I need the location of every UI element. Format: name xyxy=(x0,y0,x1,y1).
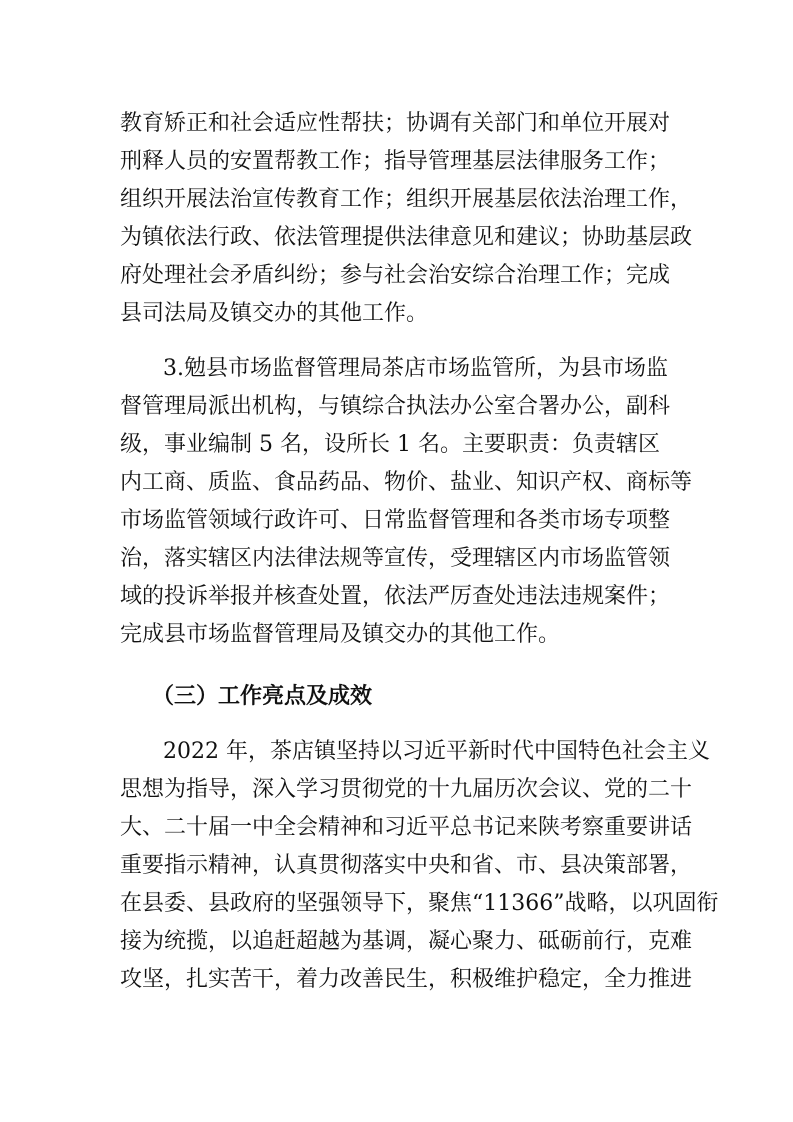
paragraph-start-line: 3.勉县市场监督管理局茶店市场监管所，为县市场监 xyxy=(163,356,668,381)
body-line: 大、二十届一中全会精神和习近平总书记来陕考察重要讲话 xyxy=(120,815,693,840)
body-line: 刑释人员的安置帮教工作；指导管理基层法律服务工作； xyxy=(120,149,671,174)
body-line: 市场监管领域行政许可、日常监督管理和各类市场专项整 xyxy=(120,508,671,533)
body-line: 县司法局及镇交办的其他工作。 xyxy=(120,301,429,326)
body-line: 攻坚，扎实苦干，着力改善民生，积极维护稳定，全力推进 xyxy=(120,967,693,992)
body-line: 教育矫正和社会适应性帮扶；协调有关部门和单位开展对 xyxy=(120,111,671,136)
body-line: 完成县市场监督管理局及镇交办的其他工作。 xyxy=(120,622,561,647)
body-line: 重要指示精神，认真贯彻落实中央和省、市、县决策部署， xyxy=(120,853,693,878)
body-line: 域的投诉举报并核查处置，依法严厉查处违法违规案件； xyxy=(120,584,671,609)
body-line: 督管理局派出机构，与镇综合执法办公室合署办公，副科 xyxy=(120,394,671,419)
body-line: 为镇依法行政、依法管理提供法律意见和建议；协助基层政 xyxy=(120,225,693,250)
body-line: 治，落实辖区内法律法规等宣传，受理辖区内市场监管领 xyxy=(120,546,671,571)
body-line: 组织开展法治宣传教育工作；组织开展基层依法治理工作， xyxy=(120,187,693,212)
section-heading: （三）工作亮点及成效 xyxy=(152,683,373,709)
body-line: 级，事业编制 5 名，设所长 1 名。主要职责：负责辖区 xyxy=(120,432,660,457)
body-line: 内工商、质监、食品药品、物价、盐业、知识产权、商标等 xyxy=(120,470,693,495)
body-line: 在县委、县政府的坚强领导下，聚焦“11366”战略，以巩固衔 xyxy=(120,891,719,916)
paragraph-start-line: 2022 年，茶店镇坚持以习近平新时代中国特色社会主义 xyxy=(163,739,710,764)
body-line: 接为统揽，以追赶超越为基调，凝心聚力、砥砺前行，克难 xyxy=(120,929,693,954)
body-line: 府处理社会矛盾纠纷；参与社会治安综合治理工作；完成 xyxy=(120,263,671,288)
body-line: 思想为指导，深入学习贯彻党的十九届历次会议、党的二十 xyxy=(120,777,693,802)
